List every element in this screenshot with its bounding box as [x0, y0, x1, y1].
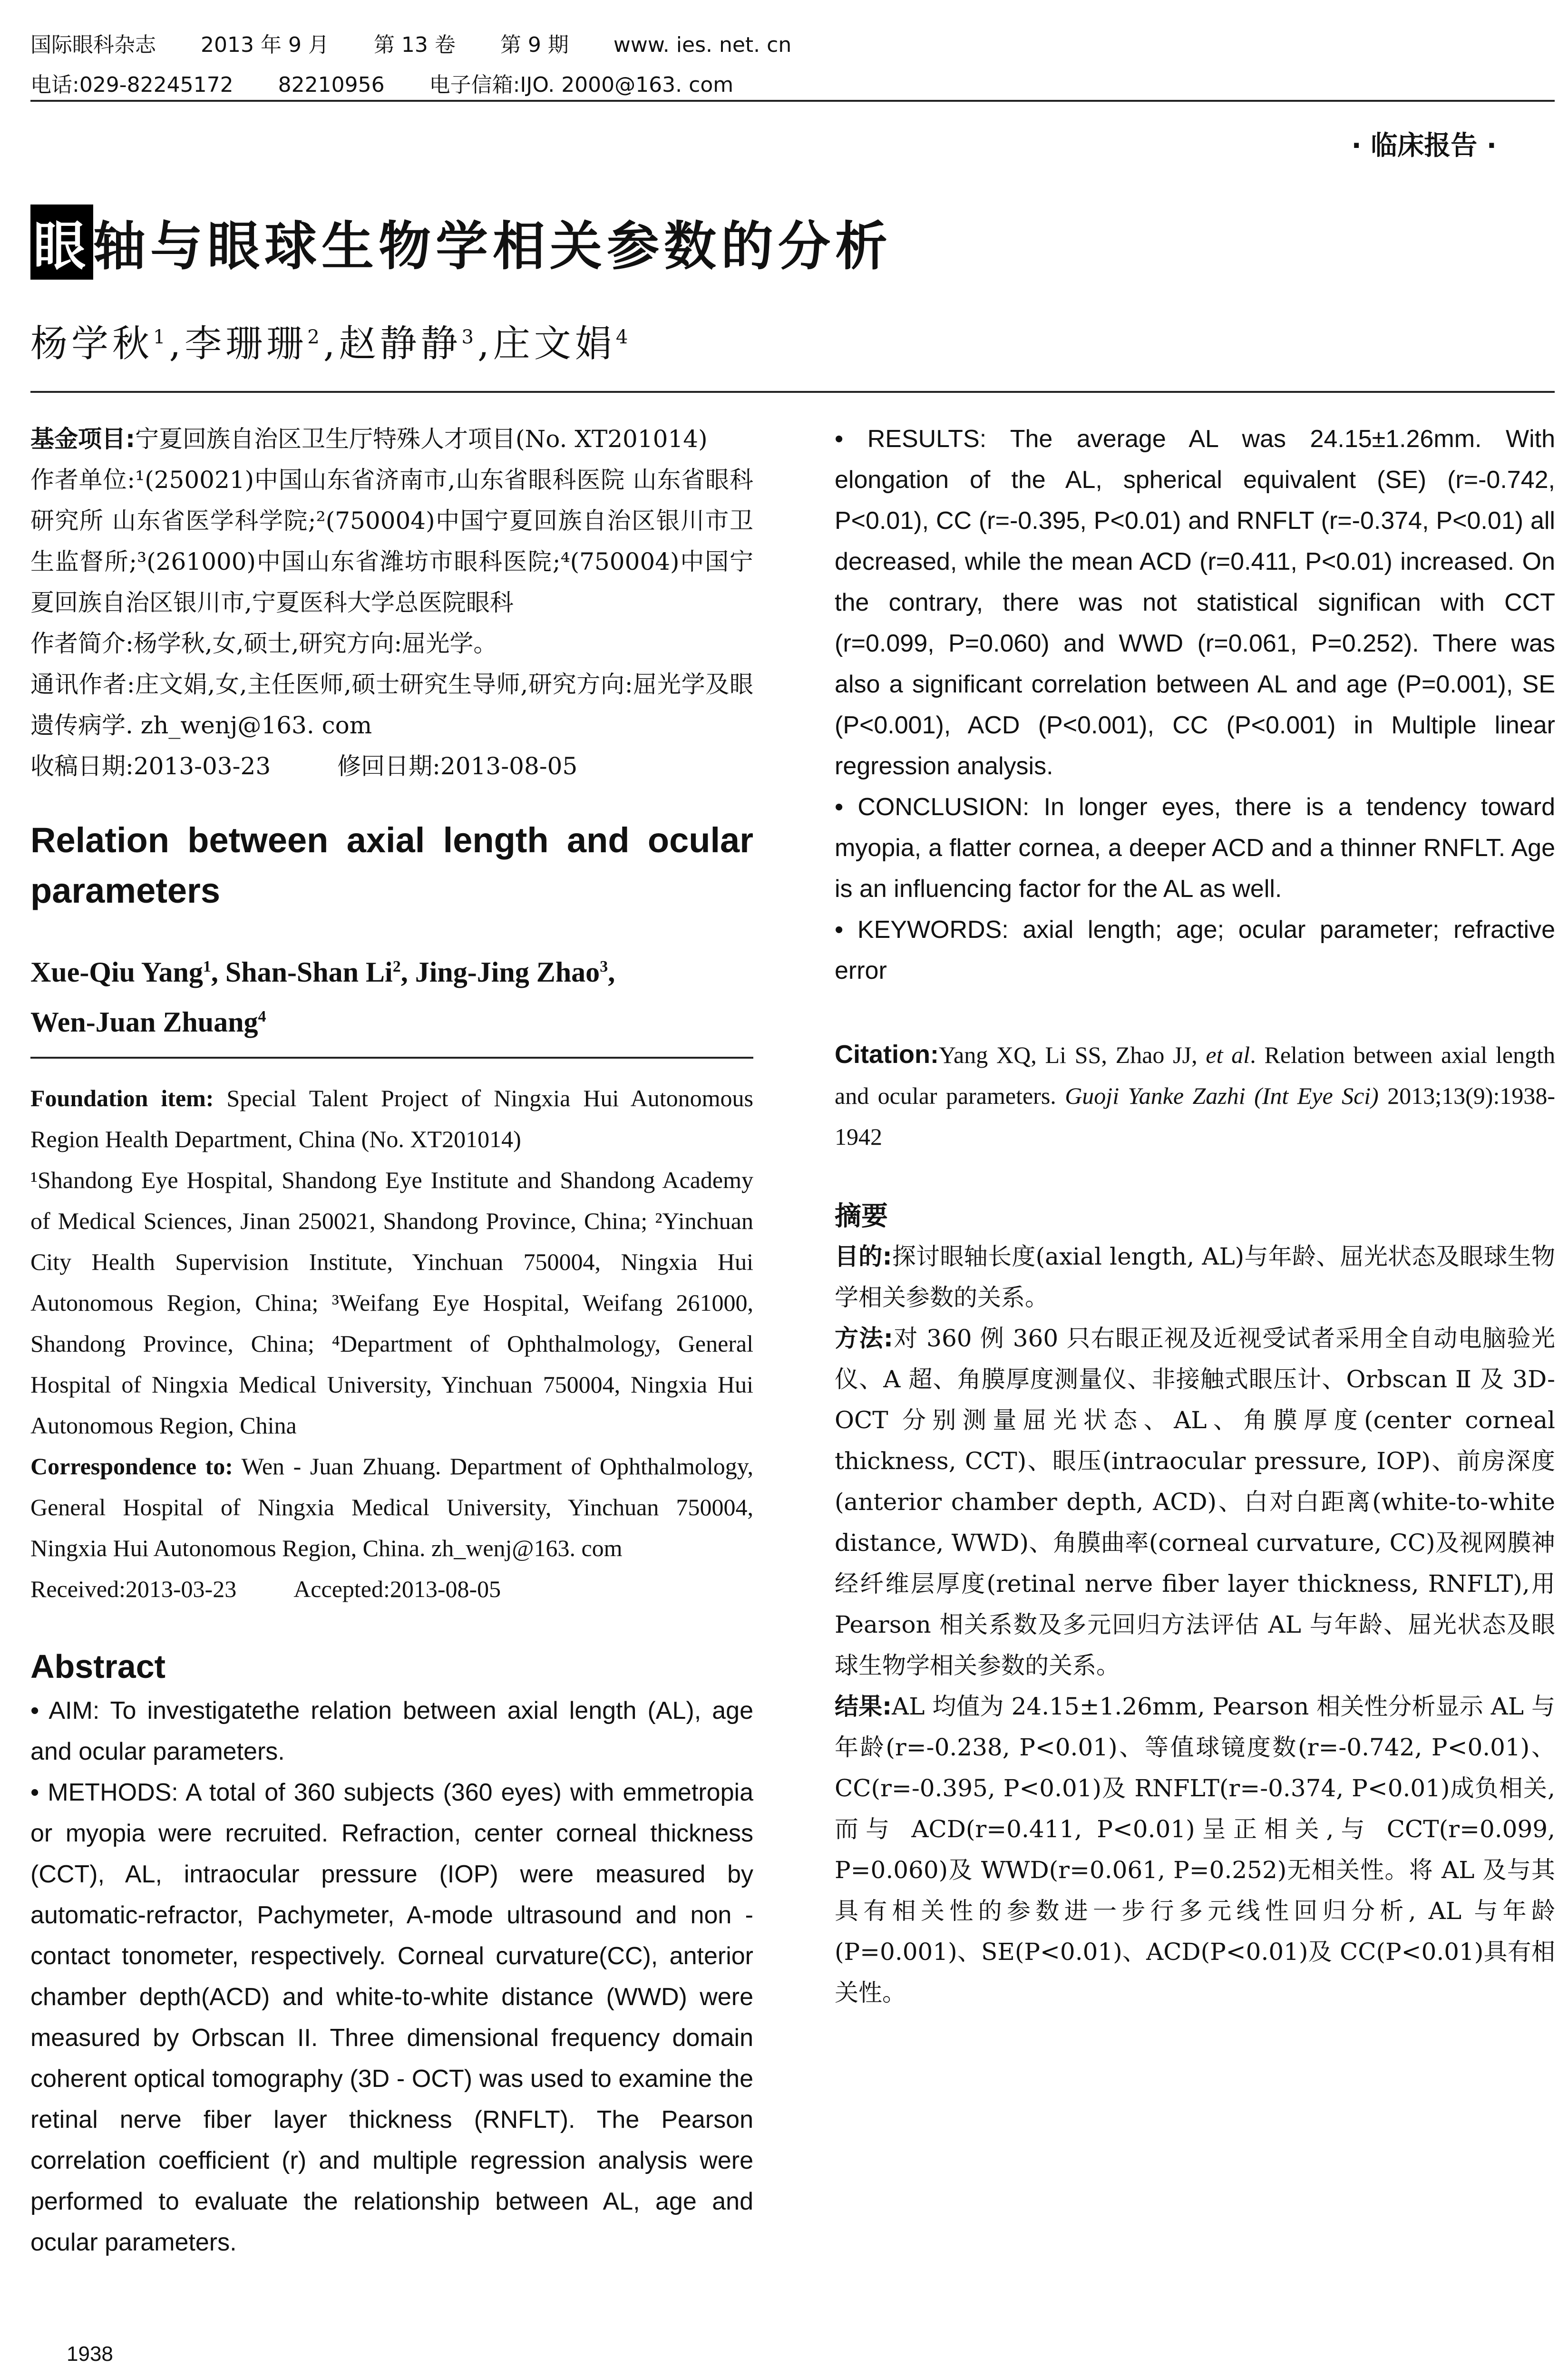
fund-cn [30, 419, 753, 459]
author-en: Jing-Jing Zhao [415, 956, 600, 988]
section-tag: · 临床报告 · [1351, 130, 1497, 161]
right-column [835, 419, 1555, 2013]
aim-text: To investigatethe relation between axial length (AL), age and ocular parameters. [30, 1697, 753, 1765]
abstract-keywords [835, 909, 1555, 991]
affil-text: ¹(250021)中国山东省济南市,山东省眼科医院 山东省眼科研究所 山东省医学科学院;²(750004)中国宁夏回族自治区银川市卫生监督所;³(261000)中国山东省潍坊市眼科医院;⁴(750004)中国宁夏回族自治区银川市,宁夏医科大学总医院眼科 [30, 466, 753, 616]
cn-aim [835, 1236, 1555, 1318]
dates-en [30, 1568, 753, 1609]
journal-header-line-2 [30, 68, 771, 98]
cn-aim-label: 目的: [835, 1243, 892, 1270]
results-label: • RESULTS: [835, 425, 987, 453]
cn-methods [835, 1318, 1555, 1686]
author-cn: 庄文娟 [493, 322, 616, 365]
website: www. ies. net. cn [613, 33, 792, 57]
corr-cn [30, 664, 753, 746]
author-sup: 4 [615, 326, 632, 348]
citation-etal: et al [1206, 1042, 1250, 1068]
author-cn: 李珊珊 [185, 322, 308, 365]
keywords-label: • KEYWORDS: [835, 916, 1009, 944]
fax: 82210956 [278, 73, 385, 97]
fund-text: 宁夏回族自治区卫生厅特殊人才项目(No. XT201014) [135, 425, 708, 453]
affil-cn [30, 459, 753, 623]
author-en: Wen-Juan Zhuang [30, 1006, 258, 1038]
title-first-char: 眼 [30, 205, 93, 280]
citation [835, 1034, 1555, 1157]
fund-label: 基金项目: [30, 425, 135, 453]
issue: 第 9 期 [500, 33, 569, 57]
author-en: Shan-Shan Li [225, 956, 393, 988]
keywords-text: axial length; age; ocular parameter; refractive error [835, 916, 1555, 984]
aim-label: • AIM: [30, 1697, 100, 1724]
corr-label-en: Correspondence to: [30, 1453, 233, 1480]
author-sup: 3 [600, 958, 608, 975]
cn-abstract-heading: 摘要 [835, 1201, 888, 1232]
citation-label: Citation: [835, 1040, 939, 1069]
author-en: Xue-Qiu Yang [30, 956, 203, 988]
foundation-en [30, 1078, 753, 1159]
corr-label: 通讯作者: [30, 671, 135, 698]
foundation-label: Foundation item: [30, 1085, 214, 1111]
volume: 第 13 卷 [373, 33, 456, 57]
correspondence-en [30, 1446, 753, 1568]
abstract-aim [30, 1690, 753, 1772]
author-cn: 赵静静 [339, 322, 462, 365]
author-sup: 1 [153, 326, 169, 348]
corr-text-en: Wen - Juan Zhuang. Department of Ophthalmology, General Hospital of Ningxia Medical University, Yinchuan 750004, Ningxia Hui Autonomous Region, China. zh_wenj@163. com [30, 1453, 753, 1561]
cn-methods-label: 方法: [835, 1325, 893, 1352]
authors-cn: 杨学秋$^1$,李珊珊$^2$,赵静静$^3$,庄文娟$^4$ [30, 322, 632, 365]
english-title: Relation between axial length and ocular parameters [30, 820, 753, 910]
page-number: 1938 [67, 2342, 113, 2366]
received-date: 2013-03-23 [133, 752, 271, 780]
page-title-cn [30, 205, 892, 280]
affil-label: 作者单位: [30, 466, 136, 494]
title-rest: 轴与眼球生物学相关参数的分析 [93, 216, 892, 277]
accepted-en: Accepted:2013-08-05 [293, 1576, 501, 1602]
author-sup: 4 [258, 1008, 266, 1025]
author-sup: 2 [307, 326, 323, 348]
phone: 电话:029-82245172 [30, 73, 234, 97]
received-en: Received:2013-03-23 [30, 1576, 237, 1602]
citation-title: . Relation between axial length and ocular parameters. [835, 1042, 1555, 1109]
bio-label: 作者简介: [30, 630, 134, 657]
title-rule [30, 391, 1555, 393]
conclusion-text: In longer eyes, there is a tendency toward myopia, a flatter cornea, a deeper ACD and a thinner RNFLT. Age is an influencing factor for the AL as well. [835, 793, 1556, 903]
email: 电子信箱:IJO. 2000@163. com [429, 73, 734, 97]
english-authors: Xue-Qiu Yang$^1$, Shan-Shan Li$^2$, Jing-Jing Zhao$^3$, Wen-Juan Zhuang$^4$ [30, 956, 615, 1038]
cn-results-label: 结果: [835, 1693, 892, 1720]
revised-label: 修回日期: [337, 752, 440, 780]
author-sup: 2 [392, 958, 401, 975]
abstract-results [835, 419, 1555, 787]
cn-aim-text: 探讨眼轴长度(axial length, AL)与年龄、屈光状态及眼球生物学相关参数的关系。 [835, 1243, 1556, 1311]
left-column [30, 419, 753, 2263]
journal-name: 国际眼科杂志 [30, 33, 156, 57]
abstract-conclusion [835, 787, 1555, 909]
bio-text: 杨学秋,女,硕士,研究方向:屈光学。 [133, 630, 497, 657]
results-text: The average AL was 24.15±1.26mm. With elongation of the AL, spherical equivalent (SE) (r=-0.742, P<0.01), CC (r=-0.395, P<0.01) and RNFLT (r=-0.374, P<0.01) all decreased, while the mean ACD (r=0.411, P<0.01) increased. On the contrary, there was not statistical significan with CCT (r=0.099, P=0.060) and WWD (r=0.061, P=0.252). There was also a significant correlation between AL and age (P=0.001), SE (P<0.001), ACD (P<0.001), CC (P<0.001) in Multiple linear regression analysis. [835, 425, 1555, 780]
author-cn: 杨学秋 [30, 322, 154, 365]
citation-volume: 2013;13(9):1938-1942 [835, 1082, 1555, 1150]
revised-date: 2013-08-05 [440, 752, 578, 780]
english-authors-rule [30, 1057, 753, 1059]
issue-date: 2013 年 9 月 [201, 33, 329, 57]
author-sup: 3 [461, 326, 477, 348]
abstract-heading: Abstract [30, 1648, 166, 1685]
dates-cn [30, 746, 753, 787]
methods-label: • METHODS: [30, 1779, 178, 1806]
received-label: 收稿日期: [30, 752, 134, 780]
affil-en: ¹Shandong Eye Hospital, Shandong Eye Institute and Shandong Academy of Medical Sciences, Jinan 250021, Shandong Province, China; ²Yinchuan City Health Supervision Institute, Yinchuan 750004, Ningxia Hui Autonomous Region, China; ³Weifang Eye Hospital, Weifang 261000, Shandong Province, China; ⁴Department of Ophthalmology, General Hospital of Ningxia Medical University, Yinchuan 750004, Ningxia Hui Autonomous Region, China [30, 1167, 753, 1439]
cn-methods-text: 对 360 例 360 只右眼正视及近视受试者采用全自动电脑验光仪、A 超、角膜厚度测量仪、非接触式眼压计、Orbscan Ⅱ 及 3D-OCT 分别测量屈光状态、AL、角膜厚度(center corneal thickness, CCT)、眼压(intraocular pressure, IOP)、前房深度(anterior chamber depth, ACD)、白对白距离(white-to-white distance, WWD)、角膜曲率(corneal curvature, CC)及视网膜神经纤维层厚度(retinal nerve fiber layer thickness, RNFLT),用 Pearson 相关系数及多元回归方法评估 AL 与年龄、屈光状态及眼球生物学相关参数的关系。 [835, 1325, 1555, 1679]
conclusion-label: • CONCLUSION: [835, 793, 1030, 821]
abstract-methods [30, 1772, 753, 2263]
journal-header-line-1 [30, 28, 829, 58]
citation-journal: Guoji Yanke Zazhi (Int Eye Sci) [1065, 1082, 1379, 1109]
cn-results-text: AL 均值为 24.15±1.26mm, Pearson 相关性分析显示 AL 与年龄(r=-0.238, P<0.01)、等值球镜度数(r=-0.742, P<0.01)、CC(r=-0.395, P<0.01)及 RNFLT(r=-0.374, P<0.01)成负相关,而与 ACD(r=0.411, P<0.01)呈正相关,与 CCT(r=0.099, P=0.060)及 WWD(r=0.061, P=0.252)无相关性。将 AL 及与其具有相关性的参数进一步行多元线性回归分析, AL 与年龄(P=0.001)、SE(P<0.01)、ACD(P<0.01)及 CC(P<0.01)具有相关性。 [835, 1693, 1555, 2007]
header-rule [30, 100, 1555, 102]
cn-results [835, 1686, 1555, 2013]
author-sup: 1 [203, 958, 211, 975]
corr-text: 庄文娟,女,主任医师,硕士研究生导师,研究方向:屈光学及眼遗传病学. zh_wenj@163. com [30, 671, 753, 739]
citation-authors: Yang XQ, Li SS, Zhao JJ, [938, 1042, 1206, 1068]
foundation-text: Special Talent Project of Ningxia Hui Autonomous Region Health Department, China (No. XT201014) [30, 1085, 753, 1152]
methods-text: A total of 360 subjects (360 eyes) with emmetropia or myopia were recruited. Refraction, center corneal thickness (CCT), AL, intraocular pressure (IOP) were measured by automatic-refractor, Pachymeter, A-mode ultrasound and non - contact tonometer, respectively. Corneal curvature(CC), anterior chamber depth(ACD) and white-to-white distance (WWD) were measured by Orbscan II. Three dimensional frequency domain coherent optical tomography (3D - OCT) was used to examine the retinal nerve fiber layer thickness (RNFLT). The Pearson correlation coefficient (r) and multiple regression analysis were performed to evaluate the relationship between AL, age and ocular parameters. [30, 1779, 753, 2256]
bio-cn [30, 623, 753, 664]
